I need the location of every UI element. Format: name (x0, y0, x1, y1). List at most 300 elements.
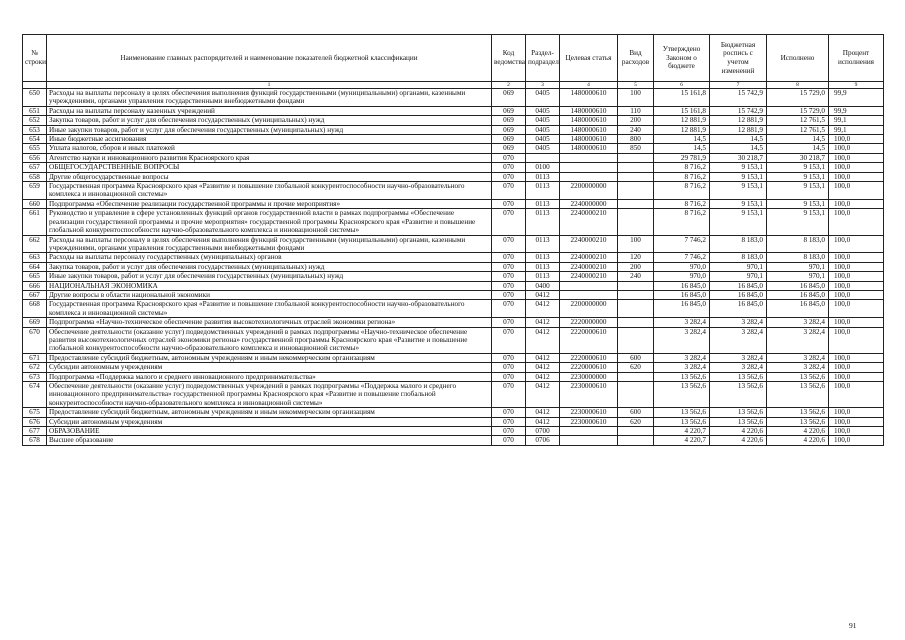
expense-type: 200 (618, 262, 654, 271)
executed-amount: 9 153,1 (767, 209, 829, 235)
dept-code: 070 (492, 182, 526, 200)
percent-executed: 100,0 (829, 408, 884, 417)
dept-code: 070 (492, 417, 526, 426)
dept-code: 070 (492, 327, 526, 353)
section-code: 0113 (526, 262, 560, 271)
table-row (23, 125, 884, 134)
percent-executed: 100,0 (829, 327, 884, 353)
approved-amount: 8 716,2 (654, 172, 710, 181)
page-number: 91 (849, 621, 857, 630)
expense-type (618, 427, 654, 436)
target-item: 2240000000 (560, 199, 618, 208)
percent-executed: 100,0 (829, 300, 884, 318)
expense-type (618, 290, 654, 299)
approved-amount: 29 781,9 (654, 153, 710, 162)
dept-code: 070 (492, 436, 526, 445)
dept-code: 070 (492, 281, 526, 290)
expense-type: 850 (618, 144, 654, 153)
row-name: Другие вопросы в области национальной экономики (47, 290, 492, 299)
table-row (23, 353, 884, 362)
schedule-amount: 16 845,0 (710, 290, 767, 299)
row-number: 667 (23, 290, 47, 299)
row-name: Уплата налогов, сборов и иных платежей (47, 144, 492, 153)
table-row (23, 300, 884, 318)
schedule-amount: 4 220,6 (710, 427, 767, 436)
section-code (526, 153, 560, 162)
column-number: 9 (829, 82, 884, 89)
table-row (23, 89, 884, 107)
approved-amount: 13 562,6 (654, 417, 710, 426)
row-number: 654 (23, 135, 47, 144)
table-row (23, 209, 884, 235)
percent-executed: 100,0 (829, 436, 884, 445)
table-row (23, 182, 884, 200)
row-number: 655 (23, 144, 47, 153)
target-item: 1480000610 (560, 144, 618, 153)
schedule-amount: 4 220,6 (710, 436, 767, 445)
table-row (23, 153, 884, 162)
target-item (560, 281, 618, 290)
expense-type (618, 318, 654, 327)
dept-code: 069 (492, 144, 526, 153)
section-code: 0412 (526, 327, 560, 353)
expense-type: 120 (618, 253, 654, 262)
row-number: 675 (23, 408, 47, 417)
schedule-amount: 15 742,9 (710, 106, 767, 115)
schedule-amount: 3 282,4 (710, 353, 767, 362)
section-code: 0113 (526, 199, 560, 208)
target-item: 2230000000 (560, 372, 618, 381)
dept-code: 070 (492, 253, 526, 262)
executed-amount: 8 183,0 (767, 253, 829, 262)
row-name: Расходы на выплаты персоналу в целях обеспечения выполнения функций государственными (муниципальными) органами, казенными учреждениями, органами управления государственными внебюджетными фондами (47, 89, 492, 107)
section-code: 0113 (526, 172, 560, 181)
column-number: 2 (492, 82, 526, 89)
approved-amount: 14,5 (654, 144, 710, 153)
section-code: 0405 (526, 106, 560, 115)
row-name: Иные бюджетные ассигнования (47, 135, 492, 144)
executed-amount: 15 729,0 (767, 106, 829, 115)
schedule-amount: 9 153,1 (710, 163, 767, 172)
schedule-amount: 9 153,1 (710, 209, 767, 235)
target-item: 2230000610 (560, 382, 618, 408)
table-row (23, 281, 884, 290)
schedule-amount: 8 183,0 (710, 253, 767, 262)
expense-type: 620 (618, 417, 654, 426)
table-row (23, 163, 884, 172)
table-row (23, 172, 884, 181)
dept-code: 069 (492, 89, 526, 107)
section-code: 0412 (526, 382, 560, 408)
approved-amount: 3 282,4 (654, 363, 710, 372)
percent-executed: 100,0 (829, 290, 884, 299)
header-row-number: № строки (23, 35, 47, 82)
dept-code: 070 (492, 153, 526, 162)
percent-executed: 99,9 (829, 89, 884, 107)
executed-amount: 970,1 (767, 262, 829, 271)
row-number: 662 (23, 235, 47, 253)
dept-code: 070 (492, 363, 526, 372)
approved-amount: 3 282,4 (654, 327, 710, 353)
percent-executed: 100,0 (829, 182, 884, 200)
row-number: 669 (23, 318, 47, 327)
column-number: 1 (47, 82, 492, 89)
table-body (23, 89, 884, 446)
dept-code: 070 (492, 209, 526, 235)
dept-code: 069 (492, 106, 526, 115)
section-code: 0405 (526, 89, 560, 107)
expense-type (618, 300, 654, 318)
header-dept-code: Код ведомства (492, 35, 526, 82)
approved-amount: 15 161,8 (654, 106, 710, 115)
row-name: Закупка товаров, работ и услуг для обеспечения государственных (муниципальных) нужд (47, 116, 492, 125)
approved-amount: 4 220,7 (654, 436, 710, 445)
schedule-amount: 13 562,6 (710, 417, 767, 426)
dept-code: 069 (492, 135, 526, 144)
schedule-amount: 3 282,4 (710, 327, 767, 353)
column-number: 5 (618, 82, 654, 89)
target-item: 1480000610 (560, 106, 618, 115)
row-name: Обеспечение деятельности (оказание услуг) подведомственных учреждений в рамках подпрограммы «Поддержка малого и среднего инновационного предпринимательства» государственной программы Красноярского края «Развитие и повышение глобальной конкурентоспособности научно-образовательного комплекса и инновационной системы» (47, 382, 492, 408)
row-name: НАЦИОНАЛЬНАЯ ЭКОНОМИКА (47, 281, 492, 290)
row-number: 671 (23, 353, 47, 362)
row-number: 676 (23, 417, 47, 426)
approved-amount: 3 282,4 (654, 318, 710, 327)
dept-code: 070 (492, 235, 526, 253)
table-row (23, 272, 884, 281)
row-number: 665 (23, 272, 47, 281)
row-number: 661 (23, 209, 47, 235)
row-number: 656 (23, 153, 47, 162)
header-percent: Процент исполнения (829, 35, 884, 82)
executed-amount: 9 153,1 (767, 182, 829, 200)
dept-code: 069 (492, 116, 526, 125)
expense-type: 620 (618, 363, 654, 372)
expense-type: 100 (618, 235, 654, 253)
schedule-amount: 13 562,6 (710, 408, 767, 417)
table-row (23, 235, 884, 253)
executed-amount: 9 153,1 (767, 163, 829, 172)
executed-amount: 9 153,1 (767, 199, 829, 208)
executed-amount: 15 729,0 (767, 89, 829, 107)
table-row (23, 144, 884, 153)
table-row (23, 372, 884, 381)
target-item: 2240000210 (560, 235, 618, 253)
expense-type (618, 372, 654, 381)
approved-amount: 13 562,6 (654, 408, 710, 417)
schedule-amount: 15 742,9 (710, 89, 767, 107)
executed-amount: 12 761,5 (767, 125, 829, 134)
target-item (560, 290, 618, 299)
approved-amount: 12 881,9 (654, 116, 710, 125)
target-item (560, 163, 618, 172)
row-name: Предоставление субсидий бюджетным, автономным учреждениям и иным некоммерческим организациям (47, 353, 492, 362)
row-name: Подпрограмма «Научно-техническое обеспечение развития высокотехнологичных отраслей экономики региона» (47, 318, 492, 327)
section-code: 0100 (526, 163, 560, 172)
executed-amount: 9 153,1 (767, 172, 829, 181)
approved-amount: 16 845,0 (654, 300, 710, 318)
expense-type: 200 (618, 116, 654, 125)
section-code: 0412 (526, 363, 560, 372)
percent-executed: 100,0 (829, 144, 884, 153)
schedule-amount: 16 845,0 (710, 300, 767, 318)
schedule-amount: 12 881,9 (710, 125, 767, 134)
approved-amount: 7 746,2 (654, 253, 710, 262)
dept-code: 070 (492, 290, 526, 299)
target-item (560, 153, 618, 162)
row-name: Предоставление субсидий бюджетным, автономным учреждениям и иным некоммерческим организациям (47, 408, 492, 417)
executed-amount: 16 845,0 (767, 281, 829, 290)
executed-amount: 13 562,6 (767, 417, 829, 426)
percent-executed: 99,1 (829, 125, 884, 134)
dept-code: 070 (492, 382, 526, 408)
expense-type: 100 (618, 89, 654, 107)
executed-amount: 14,5 (767, 135, 829, 144)
expense-type (618, 382, 654, 408)
dept-code: 070 (492, 300, 526, 318)
dept-code: 070 (492, 408, 526, 417)
dept-code: 070 (492, 199, 526, 208)
schedule-amount: 970,1 (710, 272, 767, 281)
percent-executed: 100,0 (829, 363, 884, 372)
expense-type (618, 182, 654, 200)
target-item: 2200000000 (560, 182, 618, 200)
dept-code: 069 (492, 125, 526, 134)
target-item: 1480000610 (560, 89, 618, 107)
header-budget-schedule: Бюджетная роспись с учетом изменений (710, 35, 767, 82)
section-code: 0113 (526, 253, 560, 262)
target-item: 2200000000 (560, 300, 618, 318)
executed-amount: 4 220,6 (767, 427, 829, 436)
section-code: 0113 (526, 209, 560, 235)
table-row (23, 318, 884, 327)
approved-amount: 14,5 (654, 135, 710, 144)
column-number: 6 (654, 82, 710, 89)
expense-type (618, 199, 654, 208)
header-section: Раздел-подраздел (526, 35, 560, 82)
row-name: Агентство науки и инновационного развития Красноярского края (47, 153, 492, 162)
column-number-row (23, 82, 884, 89)
row-name: Закупка товаров, работ и услуг для обеспечения государственных (муниципальных) нужд (47, 262, 492, 271)
target-item (560, 427, 618, 436)
row-name: Руководство и управление в сфере установленных функций органов государственной власти в рамках подпрограммы «Обеспечение реализации государственной программы и прочие мероприятия» государственной программы Красноярского края «Развитие и повышение глобальной конкурентоспособности научно-образовательного комплекса и инновационной системы» (47, 209, 492, 235)
schedule-amount: 3 282,4 (710, 318, 767, 327)
percent-executed: 99,1 (829, 116, 884, 125)
target-item: 2240000210 (560, 209, 618, 235)
row-number: 651 (23, 106, 47, 115)
section-code: 0412 (526, 408, 560, 417)
expense-type (618, 163, 654, 172)
target-item (560, 436, 618, 445)
dept-code: 070 (492, 172, 526, 181)
schedule-amount: 14,5 (710, 144, 767, 153)
expense-type: 600 (618, 353, 654, 362)
schedule-amount: 9 153,1 (710, 199, 767, 208)
approved-amount: 4 220,7 (654, 427, 710, 436)
row-name: Расходы на выплаты персоналу государственных (муниципальных) органов (47, 253, 492, 262)
schedule-amount: 16 845,0 (710, 281, 767, 290)
table-row (23, 363, 884, 372)
target-item: 2220000610 (560, 327, 618, 353)
percent-executed: 100,0 (829, 199, 884, 208)
percent-executed: 100,0 (829, 135, 884, 144)
percent-executed: 100,0 (829, 353, 884, 362)
schedule-amount: 8 183,0 (710, 235, 767, 253)
section-code: 0405 (526, 135, 560, 144)
section-code: 0700 (526, 427, 560, 436)
header-executed: Исполнено (767, 35, 829, 82)
row-name: Субсидии автономным учреждениям (47, 363, 492, 372)
schedule-amount: 30 218,7 (710, 153, 767, 162)
executed-amount: 14,5 (767, 144, 829, 153)
header-expense-type: Вид расходов (618, 35, 654, 82)
table-row (23, 290, 884, 299)
percent-executed: 100,0 (829, 235, 884, 253)
row-name: Иные закупки товаров, работ и услуг для обеспечения государственных (муниципальных) нужд (47, 125, 492, 134)
approved-amount: 970,0 (654, 272, 710, 281)
row-number: 650 (23, 89, 47, 107)
dept-code: 070 (492, 427, 526, 436)
expense-type (618, 172, 654, 181)
row-name: ОБРАЗОВАНИЕ (47, 427, 492, 436)
row-name: Иные закупки товаров, работ и услуг для обеспечения государственных (муниципальных) нужд (47, 272, 492, 281)
target-item: 2220000000 (560, 318, 618, 327)
section-code: 0113 (526, 235, 560, 253)
row-number: 659 (23, 182, 47, 200)
expense-type (618, 209, 654, 235)
percent-executed: 100,0 (829, 272, 884, 281)
schedule-amount: 13 562,6 (710, 382, 767, 408)
budget-execution-table (22, 34, 884, 446)
percent-executed: 100,0 (829, 163, 884, 172)
section-code: 0412 (526, 290, 560, 299)
executed-amount: 3 282,4 (767, 318, 829, 327)
executed-amount: 30 218,7 (767, 153, 829, 162)
executed-amount: 13 562,6 (767, 408, 829, 417)
column-number: 4 (560, 82, 618, 89)
schedule-amount: 970,1 (710, 262, 767, 271)
approved-amount: 16 845,0 (654, 281, 710, 290)
section-code: 0400 (526, 281, 560, 290)
target-item: 1480000610 (560, 116, 618, 125)
row-number: 670 (23, 327, 47, 353)
section-code: 0412 (526, 417, 560, 426)
executed-amount: 970,1 (767, 272, 829, 281)
row-name: Подпрограмма «Поддержка малого и среднего инновационного предпринимательства» (47, 372, 492, 381)
percent-executed: 100,0 (829, 172, 884, 181)
row-number: 672 (23, 363, 47, 372)
row-number: 663 (23, 253, 47, 262)
approved-amount: 15 161,8 (654, 89, 710, 107)
row-number: 678 (23, 436, 47, 445)
row-name: ОБЩЕГОСУДАРСТВЕННЫЕ ВОПРОСЫ (47, 163, 492, 172)
executed-amount: 3 282,4 (767, 353, 829, 362)
dept-code: 070 (492, 262, 526, 271)
table-row (23, 427, 884, 436)
approved-amount: 16 845,0 (654, 290, 710, 299)
section-code: 0113 (526, 272, 560, 281)
schedule-amount: 9 153,1 (710, 182, 767, 200)
approved-amount: 3 282,4 (654, 353, 710, 362)
row-number: 653 (23, 125, 47, 134)
approved-amount: 12 881,9 (654, 125, 710, 134)
target-item: 2220000610 (560, 363, 618, 372)
schedule-amount: 14,5 (710, 135, 767, 144)
target-item: 2240000210 (560, 272, 618, 281)
section-code: 0405 (526, 116, 560, 125)
row-number: 664 (23, 262, 47, 271)
percent-executed: 100,0 (829, 372, 884, 381)
table-header-row (23, 35, 884, 82)
section-code: 0412 (526, 372, 560, 381)
row-name: Субсидии автономным учреждениям (47, 417, 492, 426)
section-code: 0405 (526, 125, 560, 134)
schedule-amount: 12 881,9 (710, 116, 767, 125)
target-item: 2240000210 (560, 253, 618, 262)
row-name: Расходы на выплаты персоналу казенных учреждений (47, 106, 492, 115)
approved-amount: 13 562,6 (654, 382, 710, 408)
dept-code: 070 (492, 163, 526, 172)
header-name: Наименование главных распорядителей и наименование показателей бюджетной классификации (47, 35, 492, 82)
executed-amount: 13 562,6 (767, 372, 829, 381)
table-row (23, 106, 884, 115)
percent-executed: 100,0 (829, 262, 884, 271)
section-code: 0113 (526, 182, 560, 200)
row-name: Обеспечение деятельности (оказание услуг) подведомственных учреждений в рамках подпрограммы «Научно-техническое обеспечение развития высокотехнологичных отраслей экономики региона» государственной программы Красноярского края «Развитие и повышение глобальной конкурентоспособности научно-образовательного комплекса и инновационной системы» (47, 327, 492, 353)
expense-type: 600 (618, 408, 654, 417)
table-row (23, 199, 884, 208)
percent-executed: 100,0 (829, 318, 884, 327)
dept-code: 070 (492, 318, 526, 327)
approved-amount: 8 716,2 (654, 209, 710, 235)
table-row (23, 327, 884, 353)
table-row (23, 253, 884, 262)
row-number: 660 (23, 199, 47, 208)
approved-amount: 970,0 (654, 262, 710, 271)
executed-amount: 12 761,5 (767, 116, 829, 125)
percent-executed: 100,0 (829, 253, 884, 262)
section-code: 0706 (526, 436, 560, 445)
table-row (23, 135, 884, 144)
column-number: 3 (526, 82, 560, 89)
section-code: 0405 (526, 144, 560, 153)
percent-executed: 100,0 (829, 417, 884, 426)
table-row (23, 382, 884, 408)
target-item: 2220000610 (560, 353, 618, 362)
expense-type (618, 327, 654, 353)
percent-executed: 100,0 (829, 281, 884, 290)
executed-amount: 4 220,6 (767, 436, 829, 445)
row-number: 657 (23, 163, 47, 172)
row-number: 668 (23, 300, 47, 318)
target-item (560, 172, 618, 181)
percent-executed: 100,0 (829, 209, 884, 235)
row-number: 658 (23, 172, 47, 181)
dept-code: 070 (492, 372, 526, 381)
approved-amount: 13 562,6 (654, 372, 710, 381)
executed-amount: 3 282,4 (767, 327, 829, 353)
executed-amount: 3 282,4 (767, 363, 829, 372)
expense-type (618, 281, 654, 290)
executed-amount: 16 845,0 (767, 300, 829, 318)
expense-type (618, 153, 654, 162)
row-name: Другие общегосударственные вопросы (47, 172, 492, 181)
target-item: 2230000610 (560, 408, 618, 417)
percent-executed: 100,0 (829, 382, 884, 408)
executed-amount: 8 183,0 (767, 235, 829, 253)
row-name: Государственная программа Красноярского края «Развитие и повышение глобальной конкурентоспособности научно-образовательного комплекса и инновационной системы» (47, 300, 492, 318)
table-row (23, 408, 884, 417)
